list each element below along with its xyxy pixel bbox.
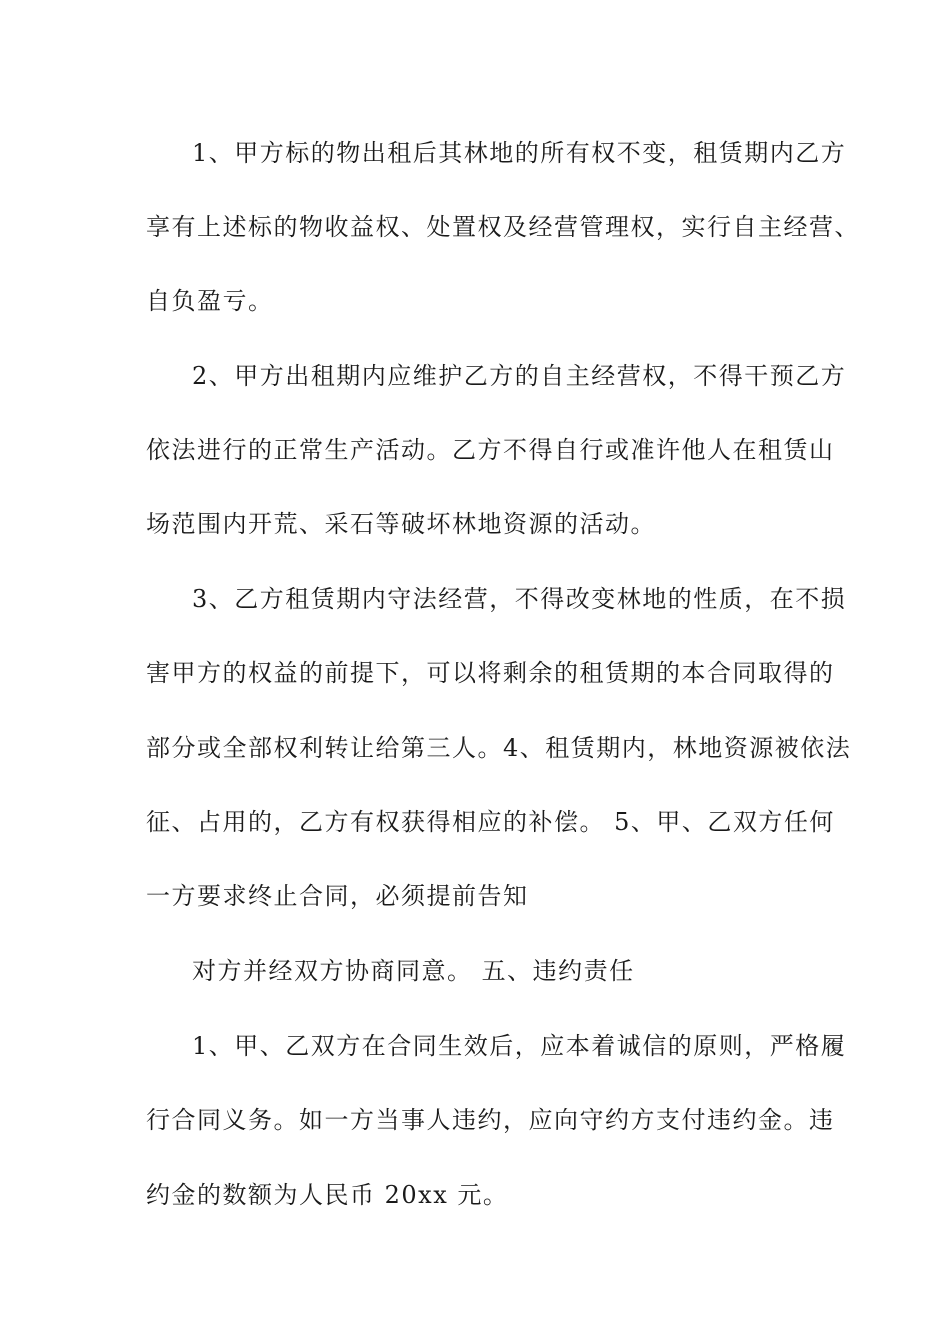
paragraph-2-line-2: 依法进行的正常生产活动。乙方不得自行或准许他人在租赁山: [146, 436, 835, 464]
paragraph-3-line-4: 征、占用的，乙方有权获得相应的补偿。 5、甲、乙双方任何: [146, 808, 835, 836]
paragraph-2-line-1: 2、甲方出租期内应维护乙方的自主经营权，不得干预乙方: [192, 362, 847, 390]
paragraph-5-line-3: 约金的数额为人民币 20xx 元。: [146, 1181, 509, 1209]
paragraph-3-line-1: 3、乙方租赁期内守法经营，不得改变林地的性质，在不损: [192, 585, 847, 613]
paragraph-3-line-3: 部分或全部权利转让给第三人。4、租赁期内，林地资源被依法: [146, 734, 852, 762]
paragraph-5-line-2: 行合同义务。如一方当事人违约，应向守约方支付违约金。违: [146, 1106, 835, 1134]
paragraph-3-line-5: 一方要求终止合同，必须提前告知: [146, 882, 529, 910]
paragraph-4-line-1: 对方并经双方协商同意。 五、违约责任: [192, 957, 635, 985]
paragraph-1-line-2: 享有上述标的物收益权、处置权及经营管理权，实行自主经营、: [146, 213, 860, 241]
paragraph-3-line-2: 害甲方的权益的前提下，可以将剩余的租赁期的本合同取得的: [146, 659, 835, 687]
paragraph-5-line-1: 1、甲、乙双方在合同生效后，应本着诚信的原则，严格履: [192, 1032, 847, 1060]
paragraph-1-line-3: 自负盈亏。: [146, 287, 274, 315]
paragraph-1-line-1: 1、甲方标的物出租后其林地的所有权不变，租赁期内乙方: [192, 139, 847, 167]
paragraph-2-line-3: 场范围内开荒、采石等破坏林地资源的活动。: [146, 510, 656, 538]
